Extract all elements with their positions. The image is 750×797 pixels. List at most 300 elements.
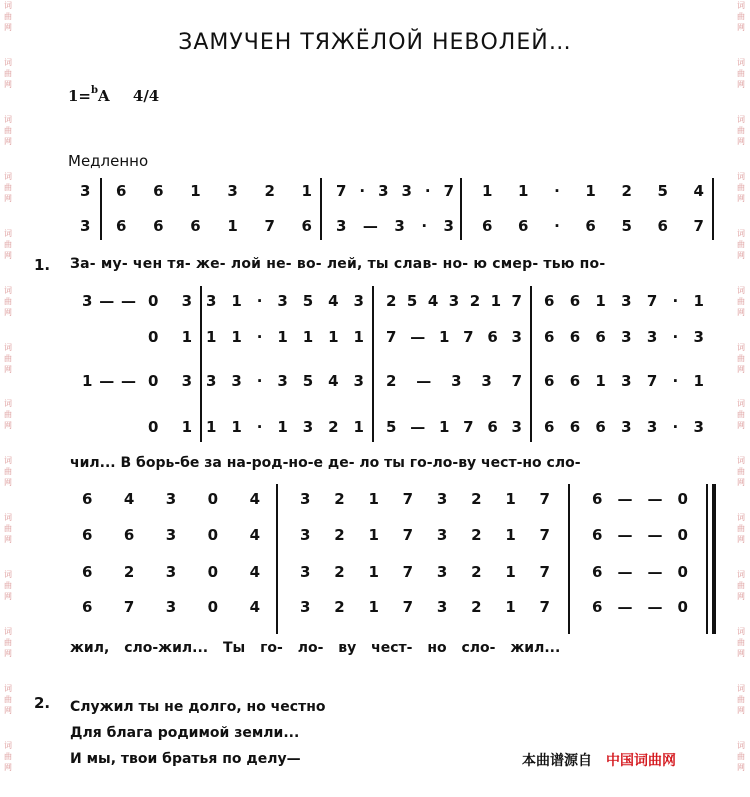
note: 6 bbox=[82, 598, 93, 616]
watermark-glyph: 网 bbox=[737, 23, 745, 32]
measure bbox=[206, 292, 364, 310]
note: 3 bbox=[646, 328, 658, 346]
watermark-glyph: 网 bbox=[4, 421, 12, 431]
watermark-glyph: 曲 bbox=[4, 581, 12, 591]
note: 0 bbox=[677, 526, 688, 544]
note: 1 bbox=[693, 292, 704, 310]
note: 2 bbox=[471, 598, 482, 616]
note: 3 bbox=[401, 182, 412, 200]
watermark-glyph: 网 bbox=[4, 193, 12, 203]
note: 1 bbox=[353, 418, 364, 436]
watermark-glyph: 网 bbox=[737, 79, 745, 89]
block2-row bbox=[0, 292, 750, 312]
measure bbox=[336, 217, 454, 235]
watermark-glyph: 词 bbox=[737, 1, 745, 10]
note: — bbox=[647, 598, 663, 616]
block2-row bbox=[0, 418, 750, 438]
lyrics-line: За- му- чен тя- же- лой не- во- лей, ты слав- но- ю смер- тью по- bbox=[70, 256, 606, 272]
watermark-glyph: 曲 bbox=[737, 239, 745, 249]
measure bbox=[544, 418, 704, 436]
note: 3 bbox=[80, 217, 91, 235]
measure bbox=[82, 563, 260, 581]
note: 6 bbox=[544, 418, 555, 436]
note: 6 bbox=[592, 563, 603, 581]
note: 0 bbox=[677, 563, 688, 581]
note: 1 bbox=[82, 372, 93, 390]
watermark-glyph: 曲 bbox=[4, 467, 12, 477]
measure bbox=[386, 292, 522, 310]
watermark-glyph: 网 bbox=[737, 478, 745, 488]
watermark-glyph: 词 bbox=[4, 570, 12, 580]
measure bbox=[386, 418, 522, 436]
watermark-glyph: 词 bbox=[737, 342, 745, 352]
measure bbox=[544, 292, 704, 310]
note: — bbox=[416, 372, 432, 390]
note: 3 bbox=[693, 418, 704, 436]
note: · bbox=[256, 328, 263, 346]
watermark-glyph: 曲 bbox=[4, 410, 12, 420]
watermark-glyph: 曲 bbox=[737, 410, 745, 420]
note: 7 bbox=[386, 328, 397, 346]
note: 3 bbox=[621, 372, 632, 390]
watermark-glyph: 词 bbox=[4, 57, 12, 67]
note: · bbox=[256, 292, 263, 310]
note: 2 bbox=[621, 182, 632, 200]
measure bbox=[592, 490, 688, 508]
watermark-glyph: 网 bbox=[737, 421, 745, 431]
note: · bbox=[256, 418, 263, 436]
note: 6 bbox=[82, 490, 93, 508]
note: 3 bbox=[300, 526, 311, 544]
note: 6 bbox=[190, 217, 201, 235]
note: 6 bbox=[544, 292, 555, 310]
note: 1 bbox=[505, 563, 516, 581]
watermark-glyph: 曲 bbox=[737, 12, 745, 21]
note: 1 bbox=[438, 328, 450, 346]
note: 6 bbox=[569, 292, 581, 310]
note: 1 bbox=[505, 598, 516, 616]
note: 3 bbox=[693, 328, 704, 346]
watermark-glyph: 曲 bbox=[4, 296, 12, 306]
watermark-glyph: 网 bbox=[4, 364, 12, 374]
watermark-glyph: 词 bbox=[737, 456, 745, 466]
note: 7 bbox=[123, 598, 135, 616]
note: 3 bbox=[378, 182, 389, 200]
note: 6 bbox=[657, 217, 668, 235]
note: 1 bbox=[302, 328, 314, 346]
note: 1 bbox=[231, 328, 242, 346]
note: 4 bbox=[328, 372, 339, 390]
watermark-glyph: 词 bbox=[737, 513, 745, 523]
note: 3 bbox=[165, 598, 177, 616]
note: 3 bbox=[227, 182, 238, 200]
source-label: 本曲谱源自 bbox=[522, 753, 592, 769]
measure bbox=[386, 372, 522, 390]
watermark-glyph: 词 bbox=[4, 513, 12, 523]
watermark-glyph: 词 bbox=[737, 399, 745, 409]
note: 3 bbox=[621, 418, 632, 436]
note: 3 bbox=[511, 418, 522, 436]
note: 6 bbox=[116, 217, 127, 235]
note: 1 bbox=[368, 598, 379, 616]
note: 3 bbox=[206, 372, 217, 390]
watermark-glyph: 网 bbox=[737, 307, 745, 317]
measure bbox=[336, 182, 454, 200]
note: 3 bbox=[165, 490, 177, 508]
watermark-glyph: 网 bbox=[4, 706, 12, 716]
note: — bbox=[617, 526, 633, 544]
note: 6 bbox=[585, 217, 596, 235]
note: 1 bbox=[505, 526, 516, 544]
note: — bbox=[617, 563, 633, 581]
note: 7 bbox=[402, 598, 414, 616]
note: 3 bbox=[436, 526, 448, 544]
watermark-glyph: 曲 bbox=[4, 12, 12, 21]
note: 2 bbox=[471, 563, 482, 581]
note: 3 bbox=[436, 490, 448, 508]
note: 1 bbox=[693, 372, 704, 390]
note: 2 bbox=[471, 490, 482, 508]
note: 7 bbox=[336, 182, 347, 200]
block3-row bbox=[0, 490, 750, 510]
watermark-glyph: 曲 bbox=[737, 467, 745, 477]
note: 1 bbox=[277, 418, 288, 436]
watermark-glyph: 词 bbox=[737, 57, 745, 67]
note: 1 bbox=[505, 490, 516, 508]
note: 5 bbox=[657, 182, 668, 200]
intro-lead bbox=[80, 217, 96, 235]
watermark-glyph: 曲 bbox=[4, 638, 12, 648]
lead-notes bbox=[82, 372, 136, 390]
note: 4 bbox=[328, 292, 339, 310]
watermark-glyph: 词 bbox=[4, 1, 12, 10]
note: 0 bbox=[677, 598, 688, 616]
measure bbox=[148, 292, 192, 310]
note: 6 bbox=[569, 372, 581, 390]
note: 3 bbox=[436, 563, 448, 581]
note: 3 bbox=[181, 292, 192, 310]
measure bbox=[82, 526, 260, 544]
note: 0 bbox=[207, 490, 219, 508]
measure bbox=[592, 563, 688, 581]
note: 3 bbox=[621, 328, 632, 346]
note: 1 bbox=[438, 418, 450, 436]
note: — bbox=[121, 372, 136, 390]
note: 6 bbox=[569, 418, 581, 436]
block2-row bbox=[0, 328, 750, 348]
note: 3 bbox=[277, 372, 288, 390]
note: 3 bbox=[511, 328, 522, 346]
watermark-glyph: 词 bbox=[4, 399, 12, 409]
note: 7 bbox=[402, 526, 414, 544]
note: 6 bbox=[487, 328, 498, 346]
watermark-glyph: 曲 bbox=[4, 524, 12, 534]
watermark-glyph: 网 bbox=[4, 535, 12, 545]
note: 3 bbox=[436, 598, 448, 616]
measure bbox=[206, 328, 364, 346]
note: 6 bbox=[595, 328, 606, 346]
watermark-glyph: 曲 bbox=[4, 239, 12, 249]
measure bbox=[544, 372, 704, 390]
watermark-right bbox=[734, 0, 748, 797]
note: 3 bbox=[165, 526, 177, 544]
measure bbox=[148, 418, 192, 436]
intro-row-2 bbox=[0, 217, 750, 237]
note: · bbox=[672, 418, 679, 436]
lead-notes bbox=[82, 292, 136, 310]
watermark-glyph: 词 bbox=[737, 684, 745, 694]
watermark-glyph: 词 bbox=[4, 171, 12, 181]
note: 3 bbox=[82, 292, 93, 310]
note: 0 bbox=[207, 563, 219, 581]
watermark-glyph: 词 bbox=[737, 228, 745, 238]
note: 6 bbox=[487, 418, 498, 436]
note: 7 bbox=[264, 217, 275, 235]
note: 6 bbox=[569, 328, 581, 346]
note: 5 bbox=[406, 292, 418, 310]
measure bbox=[300, 598, 550, 616]
block3-row bbox=[0, 598, 750, 618]
watermark-left bbox=[1, 0, 15, 797]
watermark-glyph: 网 bbox=[4, 79, 12, 89]
measure bbox=[592, 598, 688, 616]
note: 5 bbox=[386, 418, 397, 436]
note: 1 bbox=[181, 418, 192, 436]
note: 0 bbox=[148, 292, 159, 310]
note: 0 bbox=[148, 418, 159, 436]
key-flat: b bbox=[91, 85, 99, 96]
watermark-glyph: 词 bbox=[4, 684, 12, 694]
note: · bbox=[554, 182, 560, 200]
watermark-glyph: 词 bbox=[4, 740, 12, 750]
watermark-glyph: 词 bbox=[737, 570, 745, 580]
watermark-glyph: 词 bbox=[4, 228, 12, 238]
watermark-glyph: 网 bbox=[737, 193, 745, 203]
watermark-glyph: 曲 bbox=[4, 751, 12, 761]
note: 1 bbox=[231, 418, 242, 436]
watermark-glyph: 曲 bbox=[4, 695, 12, 705]
note: 1 bbox=[206, 418, 217, 436]
verse-2-text bbox=[70, 694, 326, 772]
watermark-glyph: 网 bbox=[737, 706, 745, 716]
note: · bbox=[359, 182, 366, 200]
note: 3 bbox=[621, 292, 632, 310]
note: 6 bbox=[116, 182, 127, 200]
block3-row bbox=[0, 563, 750, 583]
note: 3 bbox=[448, 292, 460, 310]
note: 3 bbox=[481, 372, 492, 390]
note: 6 bbox=[82, 563, 93, 581]
note: 1 bbox=[231, 292, 242, 310]
block3-row bbox=[0, 526, 750, 546]
watermark-glyph: 曲 bbox=[4, 353, 12, 363]
note: 4 bbox=[123, 490, 135, 508]
measure bbox=[116, 217, 312, 235]
verse-number: 2. bbox=[34, 694, 51, 712]
note: — bbox=[121, 292, 136, 310]
note: 1 bbox=[482, 182, 493, 200]
note: 3 bbox=[336, 217, 347, 235]
watermark-glyph: 曲 bbox=[737, 751, 745, 761]
note: 4 bbox=[249, 563, 260, 581]
note: 4 bbox=[693, 182, 704, 200]
note: — bbox=[410, 328, 426, 346]
time-signature: 4/4 bbox=[132, 87, 160, 105]
watermark-glyph: 曲 bbox=[4, 182, 12, 192]
note: 1 bbox=[368, 563, 379, 581]
note: 0 bbox=[148, 328, 159, 346]
block2-row bbox=[0, 372, 750, 392]
note: 3 bbox=[300, 563, 311, 581]
key-prefix: 1= bbox=[68, 87, 92, 105]
note: 7 bbox=[646, 372, 658, 390]
note: 1 bbox=[518, 182, 529, 200]
note: 7 bbox=[463, 418, 474, 436]
key-signature bbox=[68, 87, 159, 105]
note: · bbox=[256, 372, 263, 390]
measure bbox=[148, 372, 192, 390]
measure bbox=[300, 490, 550, 508]
watermark-glyph: 词 bbox=[4, 627, 12, 637]
note: 1 bbox=[353, 328, 364, 346]
watermark-glyph: 词 bbox=[4, 114, 12, 124]
watermark-glyph: 网 bbox=[4, 478, 12, 488]
watermark-glyph: 网 bbox=[737, 535, 745, 545]
note: — bbox=[647, 490, 663, 508]
intro-row-1 bbox=[0, 182, 750, 202]
measure bbox=[206, 418, 364, 436]
note: 3 bbox=[646, 418, 658, 436]
measure bbox=[482, 217, 704, 235]
note: 1 bbox=[227, 217, 238, 235]
note: 1 bbox=[206, 328, 217, 346]
note: 6 bbox=[82, 526, 93, 544]
watermark-glyph: 曲 bbox=[737, 182, 745, 192]
note: · bbox=[554, 217, 560, 235]
note: 2 bbox=[334, 563, 345, 581]
measure bbox=[148, 328, 192, 346]
watermark-glyph: 词 bbox=[737, 285, 745, 295]
note: 1 bbox=[490, 292, 502, 310]
key-note: A bbox=[98, 87, 110, 105]
watermark-glyph: 网 bbox=[737, 250, 745, 260]
watermark-glyph: 网 bbox=[737, 136, 745, 146]
note: 2 bbox=[386, 372, 397, 390]
measure bbox=[482, 182, 704, 200]
verse-line: И мы, твои братья по делу— bbox=[70, 751, 301, 767]
note: 2 bbox=[386, 292, 397, 310]
measure bbox=[82, 598, 260, 616]
note: 1 bbox=[181, 328, 192, 346]
note: 1 bbox=[328, 328, 339, 346]
watermark-glyph: 网 bbox=[737, 592, 745, 602]
note: 5 bbox=[302, 372, 314, 390]
note: 7 bbox=[693, 217, 704, 235]
verse-line: Для блага родимой земли... bbox=[70, 725, 300, 741]
note: 6 bbox=[153, 182, 164, 200]
note: · bbox=[672, 328, 679, 346]
intro-lead bbox=[80, 182, 96, 200]
watermark-glyph: 词 bbox=[737, 740, 745, 750]
note: 6 bbox=[592, 490, 603, 508]
measure bbox=[82, 490, 260, 508]
note: 5 bbox=[302, 292, 314, 310]
watermark-glyph: 曲 bbox=[737, 68, 745, 78]
note: 1 bbox=[301, 182, 312, 200]
note: 3 bbox=[394, 217, 405, 235]
note: 6 bbox=[592, 526, 603, 544]
note: 6 bbox=[123, 526, 135, 544]
measure bbox=[116, 182, 312, 200]
note: 5 bbox=[621, 217, 632, 235]
note: · bbox=[424, 182, 431, 200]
note: — bbox=[362, 217, 378, 235]
note: 6 bbox=[301, 217, 312, 235]
watermark-glyph: 曲 bbox=[737, 125, 745, 135]
note: 6 bbox=[518, 217, 529, 235]
watermark-glyph: 网 bbox=[4, 23, 12, 32]
note: 4 bbox=[249, 490, 260, 508]
note: 1 bbox=[595, 292, 606, 310]
note: 2 bbox=[334, 490, 345, 508]
watermark-glyph: 词 bbox=[4, 456, 12, 466]
note: 0 bbox=[207, 598, 219, 616]
lyrics-line: жил, сло-жил... Ты го- ло- ву чест- но сло- жил... bbox=[70, 640, 561, 656]
note: 1 bbox=[585, 182, 596, 200]
note: 6 bbox=[482, 217, 493, 235]
note: 7 bbox=[511, 372, 522, 390]
note: 1 bbox=[368, 490, 379, 508]
note: — bbox=[410, 418, 426, 436]
note: 3 bbox=[206, 292, 217, 310]
note: 7 bbox=[443, 182, 454, 200]
measure bbox=[544, 328, 704, 346]
note: 2 bbox=[334, 526, 345, 544]
watermark-glyph: 曲 bbox=[737, 524, 745, 534]
note: 6 bbox=[595, 418, 606, 436]
verse-line: Служил ты не долго, но честно bbox=[70, 699, 326, 715]
note: 7 bbox=[539, 490, 550, 508]
watermark-glyph: 词 bbox=[737, 114, 745, 124]
note: 7 bbox=[463, 328, 474, 346]
note: — bbox=[647, 526, 663, 544]
note: 7 bbox=[402, 563, 414, 581]
watermark-glyph: 网 bbox=[4, 250, 12, 260]
note: 3 bbox=[353, 372, 364, 390]
note: 2 bbox=[328, 418, 339, 436]
note: — bbox=[647, 563, 663, 581]
measure bbox=[386, 328, 522, 346]
note: — bbox=[99, 372, 115, 390]
watermark-glyph: 网 bbox=[4, 762, 12, 772]
note: 2 bbox=[471, 526, 482, 544]
note: 1 bbox=[368, 526, 379, 544]
note: 2 bbox=[123, 563, 135, 581]
note: 4 bbox=[427, 292, 439, 310]
watermark-glyph: 曲 bbox=[737, 695, 745, 705]
note: · bbox=[672, 372, 679, 390]
note: 7 bbox=[402, 490, 414, 508]
note: 6 bbox=[153, 217, 164, 235]
note: 3 bbox=[451, 372, 462, 390]
note: 2 bbox=[264, 182, 275, 200]
watermark-glyph: 网 bbox=[4, 649, 12, 659]
note: 3 bbox=[165, 563, 177, 581]
measure bbox=[300, 563, 550, 581]
note: 4 bbox=[249, 526, 260, 544]
watermark-glyph: 词 bbox=[737, 171, 745, 181]
note: 3 bbox=[353, 292, 364, 310]
